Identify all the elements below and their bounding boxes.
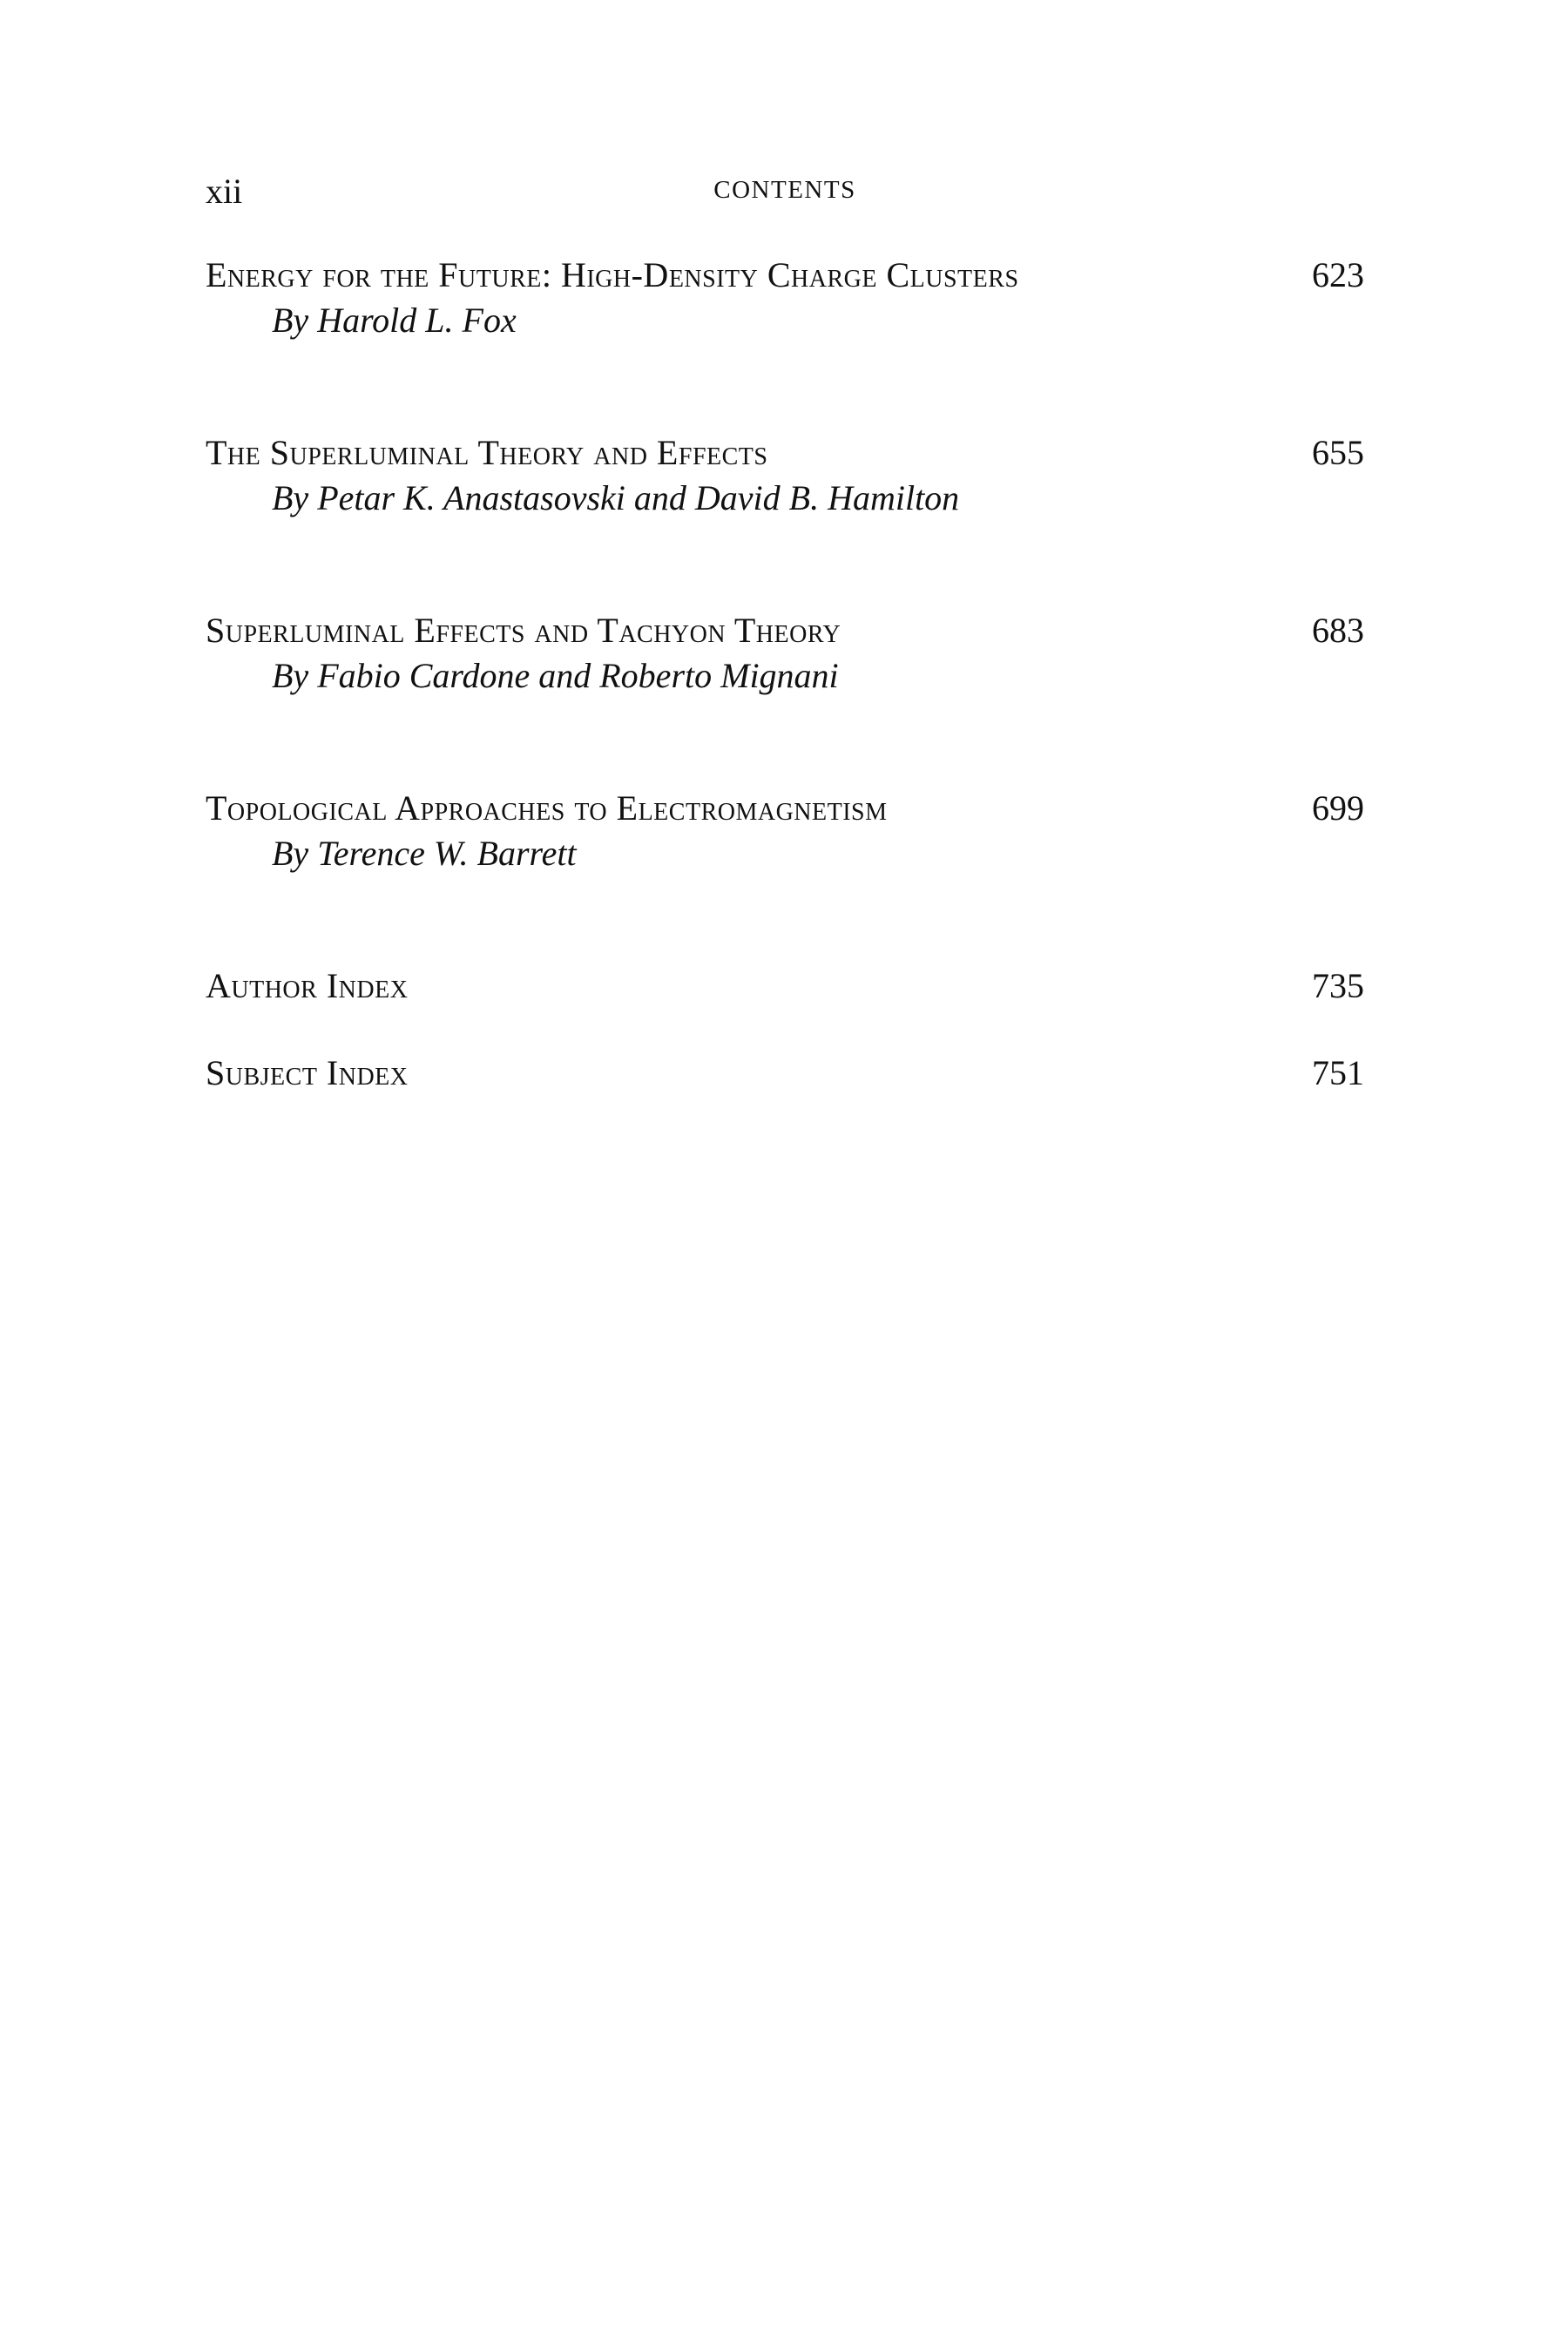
entry-title: Topological Approaches to Electromagnetism xyxy=(206,788,888,828)
entry-page-number: 683 xyxy=(1312,611,1364,650)
entry-author: By Terence W. Barrett xyxy=(272,834,577,873)
toc-entry xyxy=(206,786,1364,876)
page-number: xii xyxy=(206,172,243,211)
entry-author: By Fabio Cardone and Roberto Mignani xyxy=(272,656,839,695)
entry-page-number: 735 xyxy=(1312,966,1364,1005)
toc-entry xyxy=(206,253,1364,343)
toc-entry xyxy=(206,608,1364,699)
toc-entry xyxy=(206,430,1364,521)
entry-title: Subject Index xyxy=(206,1053,409,1092)
page-header xyxy=(206,171,1364,214)
entry-title: The Superluminal Theory and Effects xyxy=(206,433,768,472)
entry-page-number: 751 xyxy=(1312,1053,1364,1092)
entry-title: Energy for the Future: High-Density Charge Clusters xyxy=(206,255,1019,294)
toc-entry-author-index xyxy=(206,963,1364,1009)
entry-page-number: 655 xyxy=(1312,433,1364,472)
table-of-contents xyxy=(206,253,1364,1096)
entry-title: Superluminal Effects and Tachyon Theory xyxy=(206,611,841,650)
entry-author: By Petar K. Anastasovski and David B. Hamilton xyxy=(272,478,960,517)
toc-entry-subject-index xyxy=(206,1051,1364,1096)
entry-page-number: 699 xyxy=(1312,788,1364,828)
running-head: CONTENTS xyxy=(713,176,856,204)
entry-author: By Harold L. Fox xyxy=(272,301,517,340)
entry-title: Author Index xyxy=(206,966,409,1005)
entry-page-number: 623 xyxy=(1312,255,1364,294)
